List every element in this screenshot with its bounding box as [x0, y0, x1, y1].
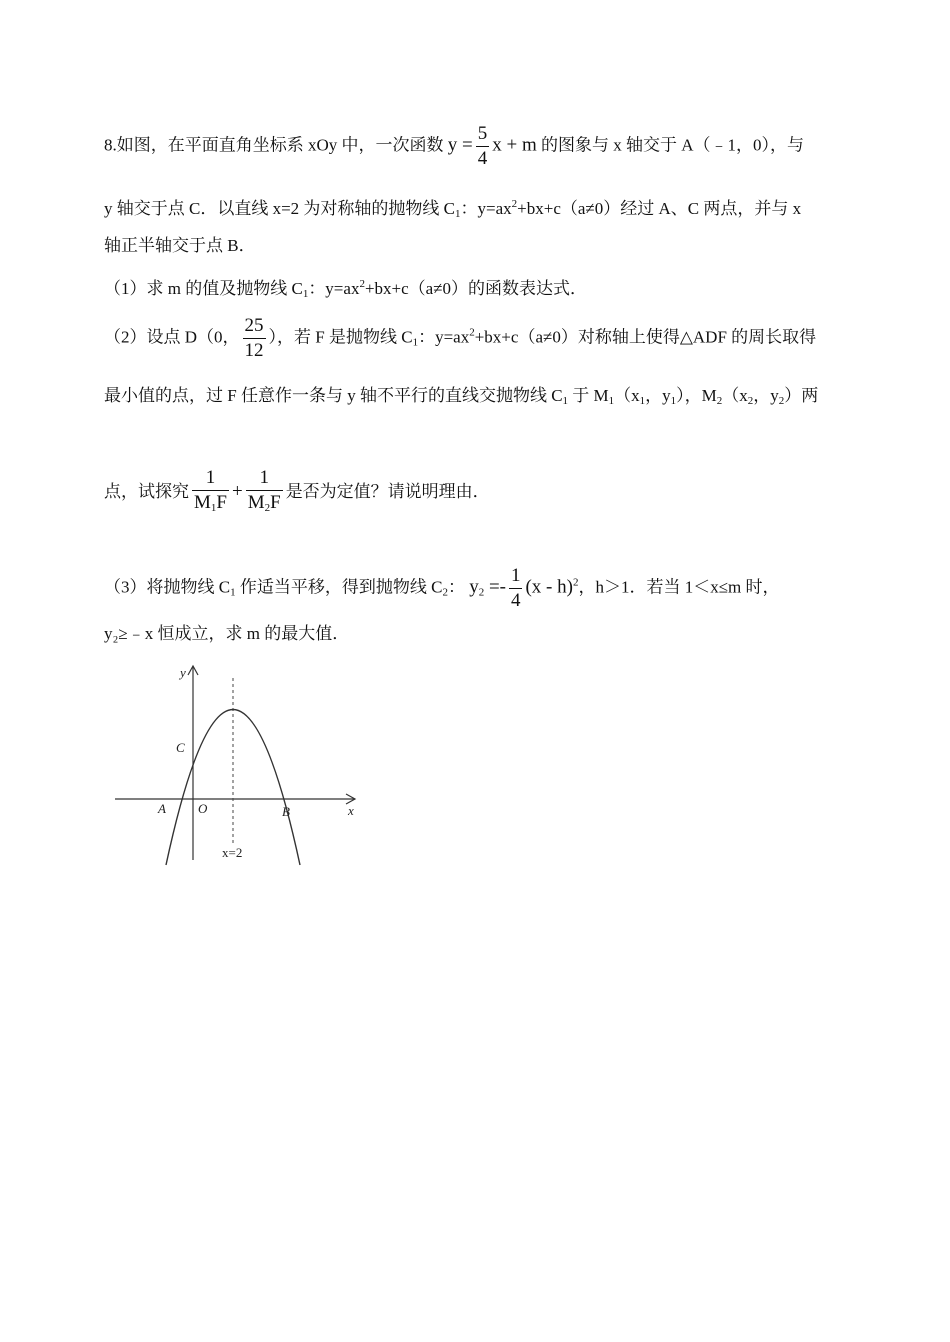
part-3-line-2: y₂≥﹣x 恒成立，求 m 的最大值． [104, 624, 350, 643]
quarter-fraction: $\frac{1}{4}$ [510, 565, 521, 611]
origin-label: O [198, 801, 208, 816]
point-c-label: C [176, 740, 185, 755]
linear-rest: x + m [492, 134, 537, 156]
part-2-line-1: （2）设点 D（0， $\frac{25}{12}$ ），若 F 是抛物线 $C_1$：$y=ax^2+bx+c(a\ne 0)$对称轴上使得△ADF 的周长取得 [104, 315, 817, 361]
question-intro: 8.如图，在平面直角坐标系 xOy 中，一次函数 [104, 135, 444, 155]
symmetry-axis-label: x=2 [222, 845, 243, 860]
point-d-fraction: $\frac{25}{12}$ [244, 315, 264, 361]
part-1: （1）求 m 的值及抛物线 $C_1$：$y=ax^2+bx+c(a\ne 0)$的函数表达式． [104, 278, 588, 300]
question-line-2: y 轴交于点 C．以直线 x=2 为对称轴的抛物线 $C_1$：$y=ax^2+bx+c(a\ne 0)$经过 A、C 两点，并与 x [104, 198, 802, 220]
point-a-label: A [158, 801, 166, 816]
part-2-line-3: 点，试探究 $\frac{1}{M_1F}$ + $\frac{1}{M_2F}$ 是否为定值？请说明理由． [104, 466, 490, 520]
y-axis-label: y [180, 665, 186, 680]
parabola-figure [100, 660, 370, 875]
reciprocal-m1f: $\frac{1}{M_1F}$ [192, 466, 229, 520]
x-axis-label: x [348, 803, 354, 818]
linear-fraction: $\frac{5}{4}$ [477, 123, 488, 169]
part-2-line-2: 最小值的点，过 F 任意作一条与 y 轴不平行的直线交抛物线 $C_1$ 于 $M_1(x_1$，$y_1$），$M_2(x_2$，$y_2$）两 [104, 386, 819, 407]
question-intro-tail: 的图象与 x 轴交于 A（﹣1，0），与 [541, 135, 805, 155]
question-line-3: 轴正半轴交于点 B． [104, 236, 256, 255]
parabola-diagram [100, 660, 370, 875]
part-3-line-1: （3）将抛物线 $C_1$ 作适当平移，得到抛物线 $C_2$： $y_2$ =- $\frac{1}{4}$ (x - h)$^2$，h＞1．若当 1＜x≤m 时， [104, 565, 780, 611]
question-line-1 [104, 122, 804, 171]
reciprocal-m2f: $\frac{1}{M_2F}$ [246, 466, 283, 520]
point-b-label: B [282, 804, 290, 819]
linear-y: y = [447, 134, 473, 156]
